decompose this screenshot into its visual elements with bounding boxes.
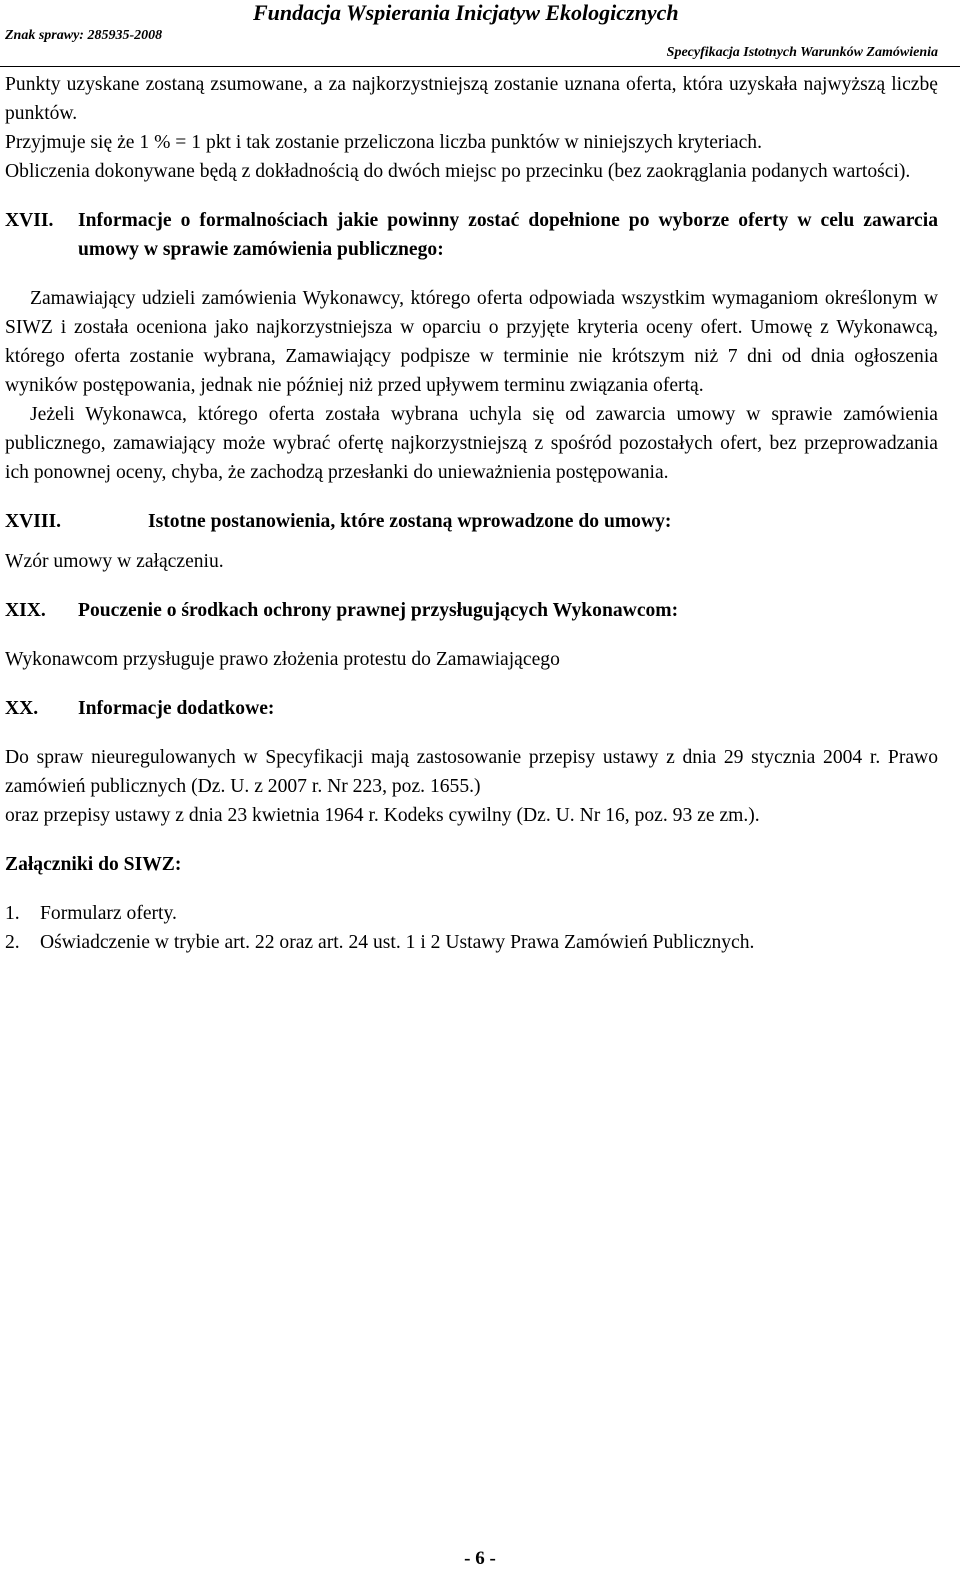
section-xix-number: XIX. [5,600,46,621]
attachment-item [5,899,938,928]
section-xvii-paragraph-2: Jeżeli Wykonawca, którego oferta została wybrana uchyla się od zawarcia umowy w sprawie zamówienia publicznego, zamawiający może wybrać ofertę najkorzystniejszą z spośród pozostałych ofert, bez przeprowadzania ich ponownej oceny, chyba, że zachodzą przesłanki do unieważnienia postępowania. [5,404,938,483]
attachment-text: Oświadczenie w trybie art. 22 oraz art. 24 ust. 1 i 2 Ustawy Prawa Zamówień Publicznych. [40,932,755,953]
intro-paragraph-2: Przyjmuje się że 1 % = 1 pkt i tak zostanie przeliczona liczba punktów w niniejszych kryteriach. [5,132,762,153]
section-xviii-paragraph: Wzór umowy w załączeniu. [5,551,224,572]
section-xx-heading [5,694,938,723]
section-xvii-heading [5,206,938,264]
section-xviii-heading [5,507,938,536]
attachment-text: Formularz oferty. [40,903,177,924]
document-type: Specyfikacja Istotnych Warunków Zamówienia [666,45,938,60]
attachments-list [5,899,938,957]
intro-paragraph-3: Obliczenia dokonywane będą z dokładnością do dwóch miejsc po przecinku (bez zaokrąglania podanych wartości). [5,161,911,182]
section-xx-number: XX. [5,698,39,719]
page-header [0,0,960,67]
attachment-number: 2. [5,932,20,953]
section-xix-heading [5,596,938,625]
section-xx-title: Informacje dodatkowe: [78,698,275,719]
page-number: - 6 - [464,1548,496,1569]
attachments-title: Załączniki do SIWZ: [5,854,182,875]
section-xvii-number: XVII. [5,210,54,231]
organization-name: Fundacja Wspierania Inicjatyw Ekologicznych [253,0,679,25]
case-reference: Znak sprawy: 285935-2008 [5,28,163,43]
document-body [5,70,938,957]
attachment-item [5,928,938,957]
section-xx-paragraph-2: oraz przepisy ustawy z dnia 23 kwietnia 1964 r. Kodeks cywilny (Dz. U. Nr 16, poz. 93 ze zm.). [5,805,760,826]
section-xviii-title: Istotne postanowienia, które zostaną wprowadzone do umowy: [148,511,672,532]
section-xix-paragraph: Wykonawcom przysługuje prawo złożenia protestu do Zamawiającego [5,649,560,670]
section-xvii-title: Informacje o formalnościach jakie powinny zostać dopełnione po wyborze oferty w celu zawarcia umowy w sprawie zamówienia publicznego: [78,210,938,260]
section-xviii-number: XVIII. [5,511,62,532]
section-xx-paragraph-1: Do spraw nieuregulowanych w Specyfikacji mają zastosowanie przepisy ustawy z dnia 29 stycznia 2004 r. Prawo zamówień publicznych (Dz. U. z 2007 r. Nr 223, poz. 1655.) [5,747,938,797]
section-xvii-paragraph-1: Zamawiający udzieli zamówienia Wykonawcy, którego oferta odpowiada wszystkim wymaganiom określonym w SIWZ i została oceniona jako najkorzystniejsza w oparciu o przyjęte kryteria oceny ofert. Umowę z Wykonawcą, którego oferta zostanie wybrana, Zamawiający podpisze w terminie nie krótszym niż 7 dni od dnia ogłoszenia wyników postępowania, jednak nie później niż przed upływem terminu związania ofertą. [5,288,938,396]
attachments-heading [5,850,938,879]
attachment-number: 1. [5,903,20,924]
intro-paragraph-1: Punkty uzyskane zostaną zsumowane, a za najkorzystniejszą zostanie uznana oferta, która uzyskała najwyższą liczbę punktów. [5,74,938,124]
section-xix-title: Pouczenie o środkach ochrony prawnej przysługujących Wykonawcom: [78,600,679,621]
